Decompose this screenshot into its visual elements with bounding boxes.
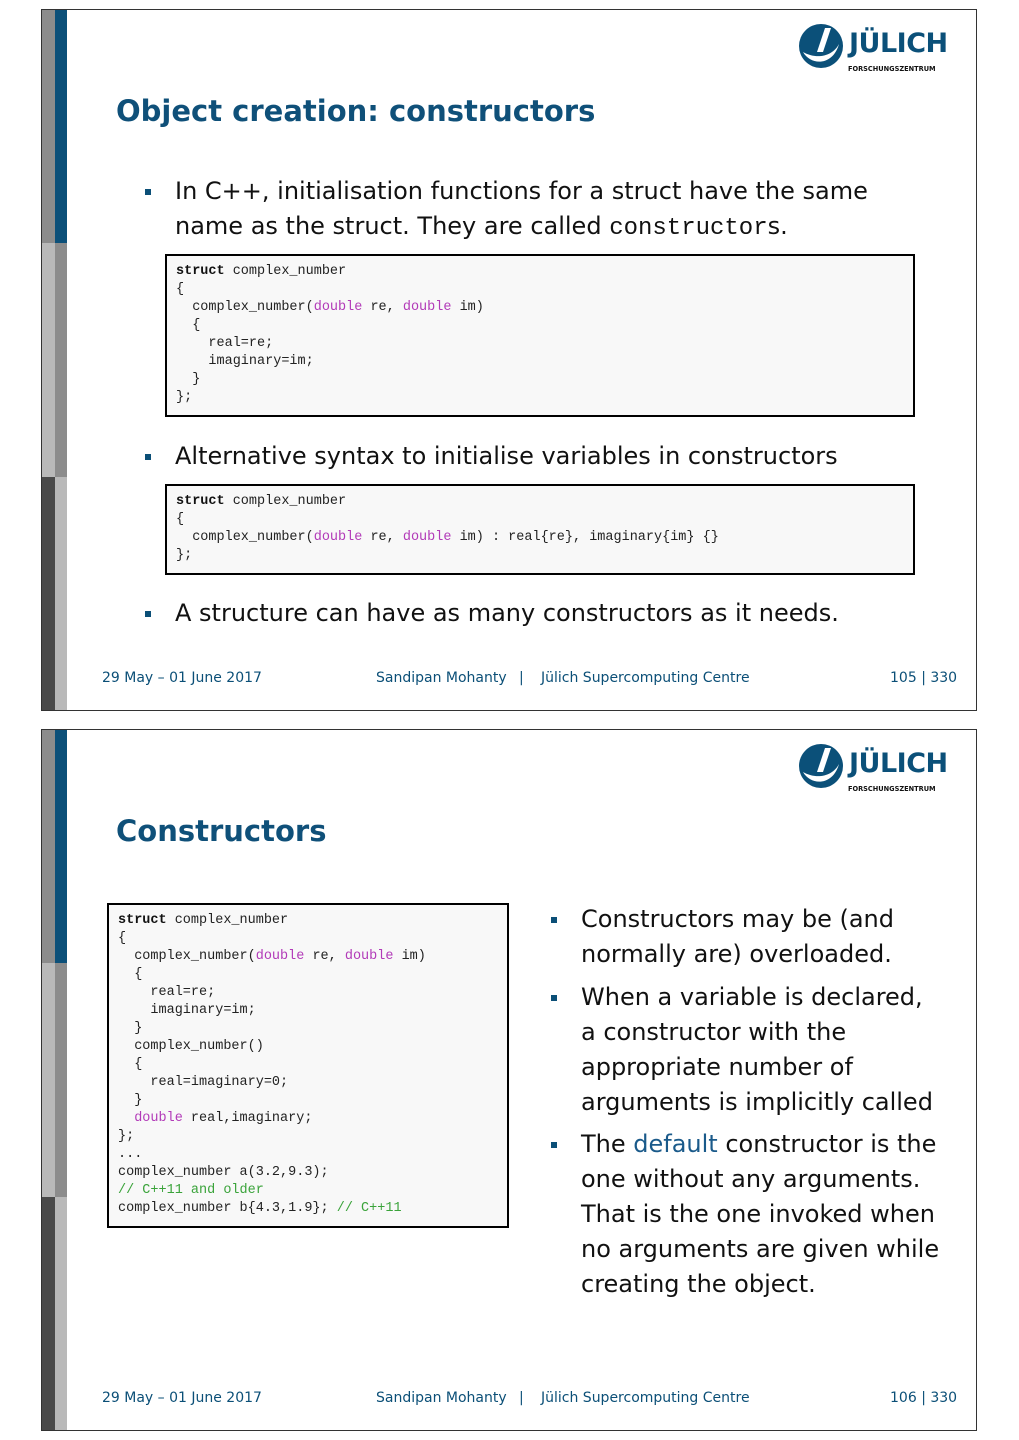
code-text: re, xyxy=(304,949,345,964)
code-line: real=imaginary=0; xyxy=(118,1075,289,1090)
side-bar-segment xyxy=(55,243,67,477)
footer-page: 106 | 330 xyxy=(890,1390,958,1406)
text: The xyxy=(581,1130,634,1158)
code-line: real=re; xyxy=(118,985,216,1000)
code-block xyxy=(165,484,915,575)
code-text: im) xyxy=(451,300,484,315)
bullet-marker xyxy=(145,454,151,460)
bullet-line: Alternative syntax to initialise variables in constructors xyxy=(175,442,838,470)
text: s. xyxy=(767,212,788,240)
bullet-line: normally are) overloaded. xyxy=(581,940,892,968)
side-bar-segment xyxy=(55,730,67,963)
bullet-line: A structure can have as many constructors as it needs. xyxy=(175,599,839,627)
code-type: double xyxy=(313,530,363,545)
footer-org: Jülich Supercomputing Centre xyxy=(541,1390,750,1406)
code-line: ... xyxy=(118,1147,143,1162)
logo-text: JÜLICH xyxy=(849,748,948,779)
code-line: { xyxy=(176,512,185,527)
code-line: imaginary=im; xyxy=(118,1003,256,1018)
page-number: 105 xyxy=(890,670,917,686)
side-bar-segment xyxy=(42,963,55,1197)
julich-logo xyxy=(797,22,957,76)
code-keyword: struct xyxy=(176,264,225,279)
julich-logo-icon xyxy=(797,742,847,792)
code-text: re, xyxy=(362,300,403,315)
side-bar-segment xyxy=(55,963,67,1197)
code-text: complex_number( xyxy=(176,300,314,315)
code-text: complex_number xyxy=(224,494,347,509)
side-bar-segment xyxy=(42,10,55,243)
side-bar-segment xyxy=(42,243,55,477)
slide-title: Constructors xyxy=(116,814,327,848)
bullet-item xyxy=(175,596,839,631)
code-type: double xyxy=(402,530,452,545)
code-line: complex_number a(3.2,9.3); xyxy=(118,1165,329,1180)
footer-separator: | xyxy=(519,670,524,686)
code-line: }; xyxy=(176,548,193,563)
code-text: complex_number( xyxy=(118,949,256,964)
bullet-item xyxy=(581,1127,939,1302)
bullet-item xyxy=(175,439,838,474)
logo-text: JÜLICH xyxy=(849,28,948,59)
page-total: 330 xyxy=(930,1390,958,1406)
code-line: { xyxy=(118,967,143,982)
code-text: im) xyxy=(393,949,426,964)
bullet-line xyxy=(581,1127,939,1162)
code-block xyxy=(165,254,915,417)
highlight-term: default xyxy=(633,1130,718,1158)
code-line: { xyxy=(118,1057,143,1072)
bullet-marker xyxy=(551,995,557,1001)
bullet-line xyxy=(175,209,868,246)
footer-date: 29 May – 01 June 2017 xyxy=(102,1390,262,1406)
code-text: complex_number( xyxy=(176,530,314,545)
julich-logo xyxy=(797,742,957,796)
code-line: { xyxy=(118,931,127,946)
side-bar-segment xyxy=(55,1197,67,1430)
bullet-line: In C++, initialisation functions for a struct have the same xyxy=(175,177,868,205)
code-comment: // C++11 and older xyxy=(118,1183,264,1198)
footer-separator: | xyxy=(519,1390,524,1406)
code-line: } xyxy=(118,1021,143,1036)
julich-logo-icon xyxy=(797,22,847,72)
code-type: double xyxy=(118,1111,183,1126)
code-text: re, xyxy=(362,530,403,545)
code-text: complex_number xyxy=(224,264,347,279)
code-line: { xyxy=(176,318,201,333)
bullet-line: appropriate number of xyxy=(581,1053,853,1081)
bullet-marker xyxy=(551,1142,557,1148)
text: name as the struct. They are called xyxy=(175,212,610,240)
code-type: double xyxy=(255,949,305,964)
page-total: 330 xyxy=(930,670,958,686)
footer-page: 105 | 330 xyxy=(890,670,958,686)
code-text: real,imaginary; xyxy=(182,1111,313,1126)
bullet-marker xyxy=(145,189,151,195)
code-line: }; xyxy=(176,390,193,405)
code-block xyxy=(107,903,509,1228)
code-comment: // C++11 xyxy=(336,1201,402,1216)
bullet-item xyxy=(581,902,894,972)
code-line: real=re; xyxy=(176,336,274,351)
bullet-item xyxy=(581,980,933,1120)
slide-105 xyxy=(41,9,977,711)
code-line: complex_number() xyxy=(118,1039,264,1054)
code-type: double xyxy=(402,300,452,315)
bullet-line: Constructors may be (and xyxy=(581,905,894,933)
side-bar-segment xyxy=(55,10,67,243)
footer-author: Sandipan Mohanty xyxy=(376,1390,507,1406)
logo-subtext: FORSCHUNGSZENTRUM xyxy=(848,785,936,793)
code-text: complex_number xyxy=(166,913,289,928)
logo-subtext: FORSCHUNGSZENTRUM xyxy=(848,65,936,73)
side-bar-segment xyxy=(55,477,67,710)
side-bar-segment xyxy=(42,477,55,710)
footer-date: 29 May – 01 June 2017 xyxy=(102,670,262,686)
code-text: im) : real{re}, imaginary{im} {} xyxy=(451,530,719,545)
bullet-line: When a variable is declared, xyxy=(581,983,923,1011)
bullet-line: one without any arguments. xyxy=(581,1165,921,1193)
footer-author: Sandipan Mohanty xyxy=(376,670,507,686)
bullet-line: That is the one invoked when xyxy=(581,1200,935,1228)
bullet-line: creating the object. xyxy=(581,1270,816,1298)
code-text: complex_number b{4.3,1.9}; xyxy=(118,1201,337,1216)
code-type: double xyxy=(313,300,363,315)
slide-106 xyxy=(41,729,977,1431)
footer-org: Jülich Supercomputing Centre xyxy=(541,670,750,686)
code-line: }; xyxy=(118,1129,135,1144)
bullet-item xyxy=(175,174,868,246)
code-line: } xyxy=(118,1093,143,1108)
bullet-marker xyxy=(145,611,151,617)
code-line: } xyxy=(176,372,201,387)
code-keyword: struct xyxy=(118,913,167,928)
bullet-marker xyxy=(551,917,557,923)
code-type: double xyxy=(344,949,394,964)
bullet-line: a constructor with the xyxy=(581,1018,847,1046)
code-keyword: struct xyxy=(176,494,225,509)
code-line: { xyxy=(176,282,185,297)
code-line: imaginary=im; xyxy=(176,354,314,369)
text: constructor is the xyxy=(717,1130,937,1158)
side-bar-segment xyxy=(42,730,55,963)
slide-title: Object creation: constructors xyxy=(116,94,596,128)
bullet-line: arguments is implicitly called xyxy=(581,1088,933,1116)
inline-code: constructor xyxy=(609,215,768,242)
page-number: 106 xyxy=(890,1390,917,1406)
side-bar-segment xyxy=(42,1197,55,1430)
bullet-line: no arguments are given while xyxy=(581,1235,940,1263)
